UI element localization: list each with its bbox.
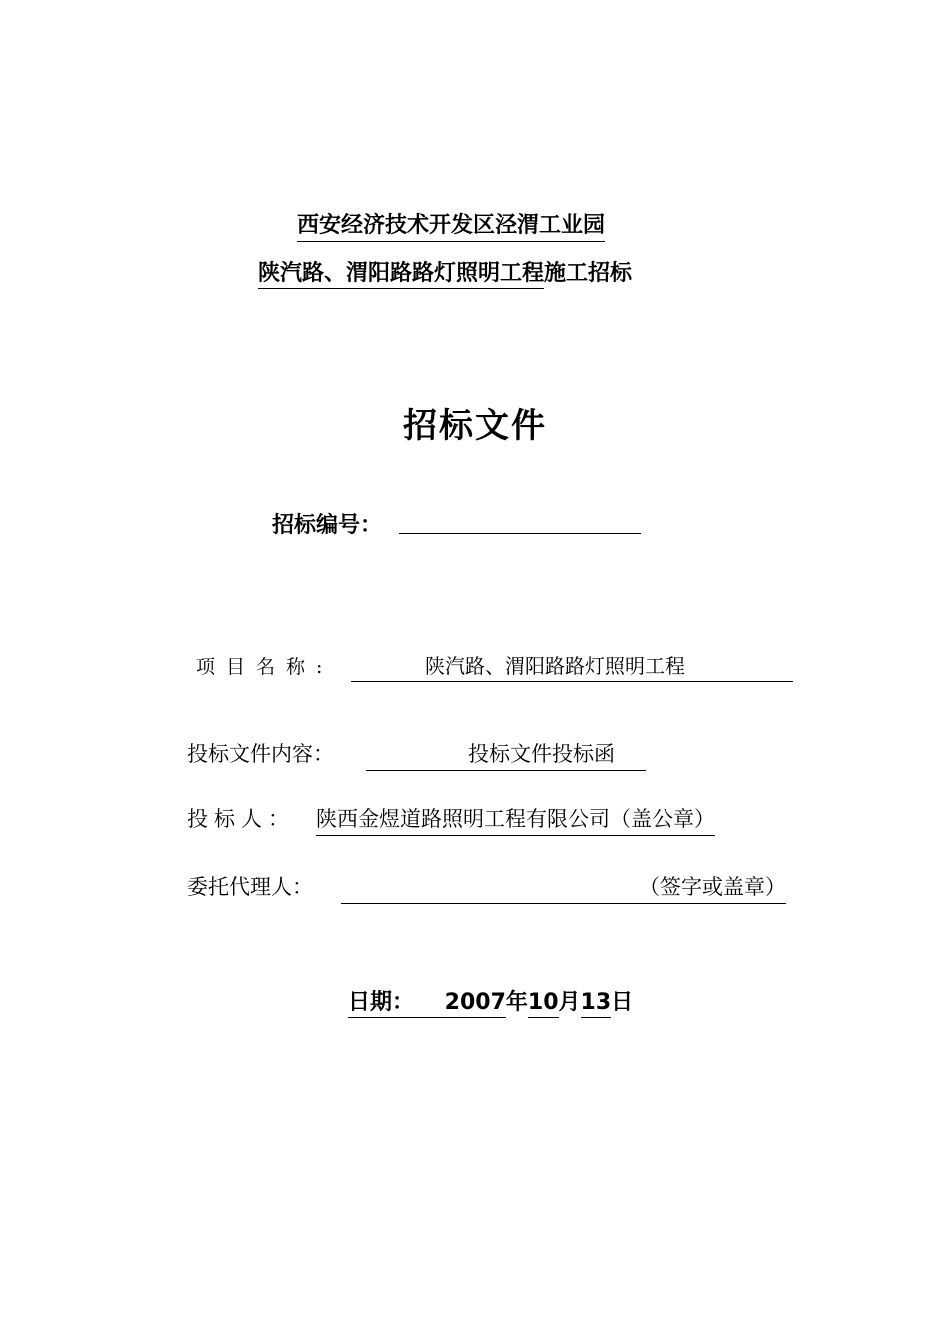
date-year-pad (414, 990, 445, 1018)
header-line-2-project: 陕汽路、渭阳路路灯照明工程 (258, 260, 544, 289)
header-line-2-suffix: 施工招标 (544, 260, 633, 286)
date-year: 2007 (445, 990, 506, 1018)
header-line-2 (258, 256, 632, 287)
bidder-label: 投标人： (187, 807, 295, 831)
date-line (348, 985, 633, 1016)
header-line-1: 西安经济技术开发区泾渭工业园 (297, 208, 605, 242)
date-label: 日期： (348, 990, 414, 1018)
date-day: 13 (581, 990, 612, 1018)
project-name-value: 陕汽路、渭阳路路灯照明工程 (425, 654, 685, 678)
date-month-unit: 月 (558, 990, 581, 1015)
bid-content-label: 投标文件内容： (187, 742, 334, 766)
project-name-field (351, 650, 793, 682)
bid-number-label: 招标编号： (272, 513, 383, 538)
date-year-unit: 年 (505, 990, 528, 1015)
date-day-unit: 日 (611, 990, 634, 1015)
bid-content-value: 投标文件投标函 (468, 742, 615, 766)
agent-field (341, 871, 786, 904)
bidder-value: 陕西金煜道路照明工程有限公司（盖公章） (316, 803, 715, 836)
date-month: 10 (528, 990, 559, 1018)
agent-label: 委托代理人： (187, 875, 313, 899)
bid-content-field (366, 738, 646, 771)
project-name-label: 项目名称: (196, 656, 334, 678)
bid-number-field (399, 533, 641, 534)
document-title: 招标文件 (403, 406, 547, 446)
agent-value: （签字或盖章） (639, 875, 786, 899)
